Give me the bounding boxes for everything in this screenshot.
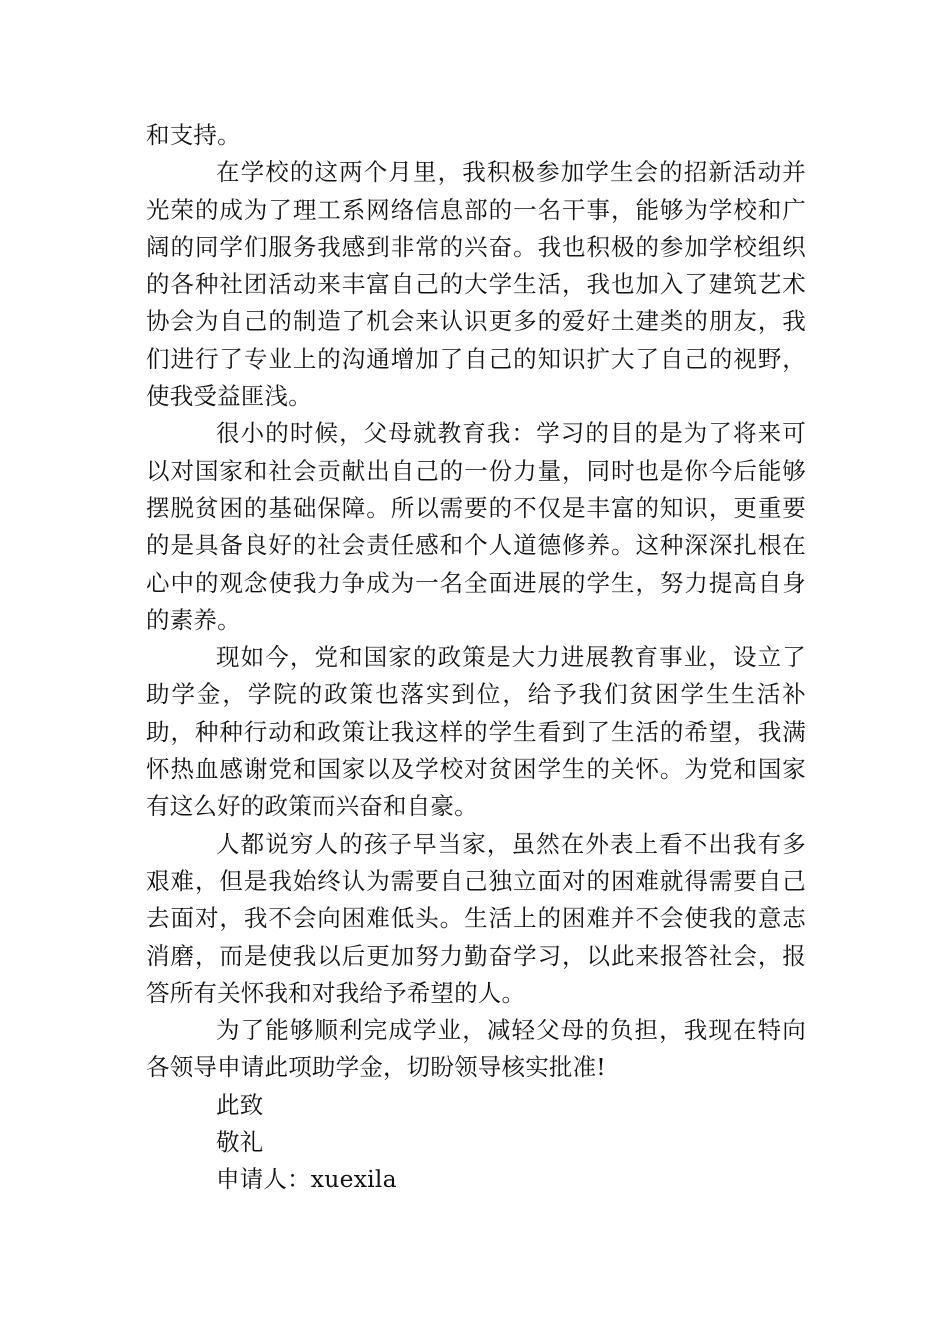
paragraph-facing-difficulties: 人都说穷人的孩子早当家，虽然在外表上看不出我有多艰难，但是我始终认为需要自己独立面对的困难就得需要自己去面对，我不会向困难低头。生活上的困难并不会使我的意志消磨，而是使我以后更加努力勤奋学习，以此来报答社会，报答所有关怀我和对我给予希望的人。 [146,829,806,1007]
document-page [146,117,806,1199]
paragraph-national-policy: 现如今，党和国家的政策是大力进展教育事业，设立了助学金，学院的政策也落实到位，给予我们贫困学生生活补助，种种行动和政策让我这样的学生看到了生活的希望，我满怀热血感谢党和国家以及学校对贫困学生的关怀。为党和国家有这么好的政策而兴奋和自豪。 [146,643,806,821]
closing-salutation: 此致 [216,1090,264,1119]
applicant-signature: 申请人：xuexila [216,1165,397,1194]
paragraph-student-union: 在学校的这两个月里，我积极参加学生会的招新活动并光荣的成为了理工系网络信息部的一名干事，能够为学校和广阔的同学们服务我感到非常的兴奋。我也积极的参加学校组织的各种社团活动来丰富自己的大学生活，我也加入了建筑艺术协会为自己的制造了机会来认识更多的爱好土建类的朋友，我们进行了专业上的沟通增加了自己的知识扩大了自己的视野，使我受益匪浅。 [146,158,806,411]
paragraph-application-request: 为了能够顺利完成学业，减轻父母的负担，我现在特向各领导申请此项助学金，切盼领导核实批准! [146,1016,806,1082]
paragraph-parents-education: 很小的时候，父母就教育我：学习的目的是为了将来可以对国家和社会贡献出自己的一份力量，同时也是你今后能够摆脱贫困的基础保障。所以需要的不仅是丰富的知识，更重要的是具备良好的社会责任感和个人道德修养。这种深深扎根在心中的观念使我力争成为一名全面进展的学生，努力提高自身的素养。 [146,419,806,634]
paragraph-continuation: 和支持。 [146,121,241,149]
closing-regards: 敬礼 [216,1128,264,1157]
